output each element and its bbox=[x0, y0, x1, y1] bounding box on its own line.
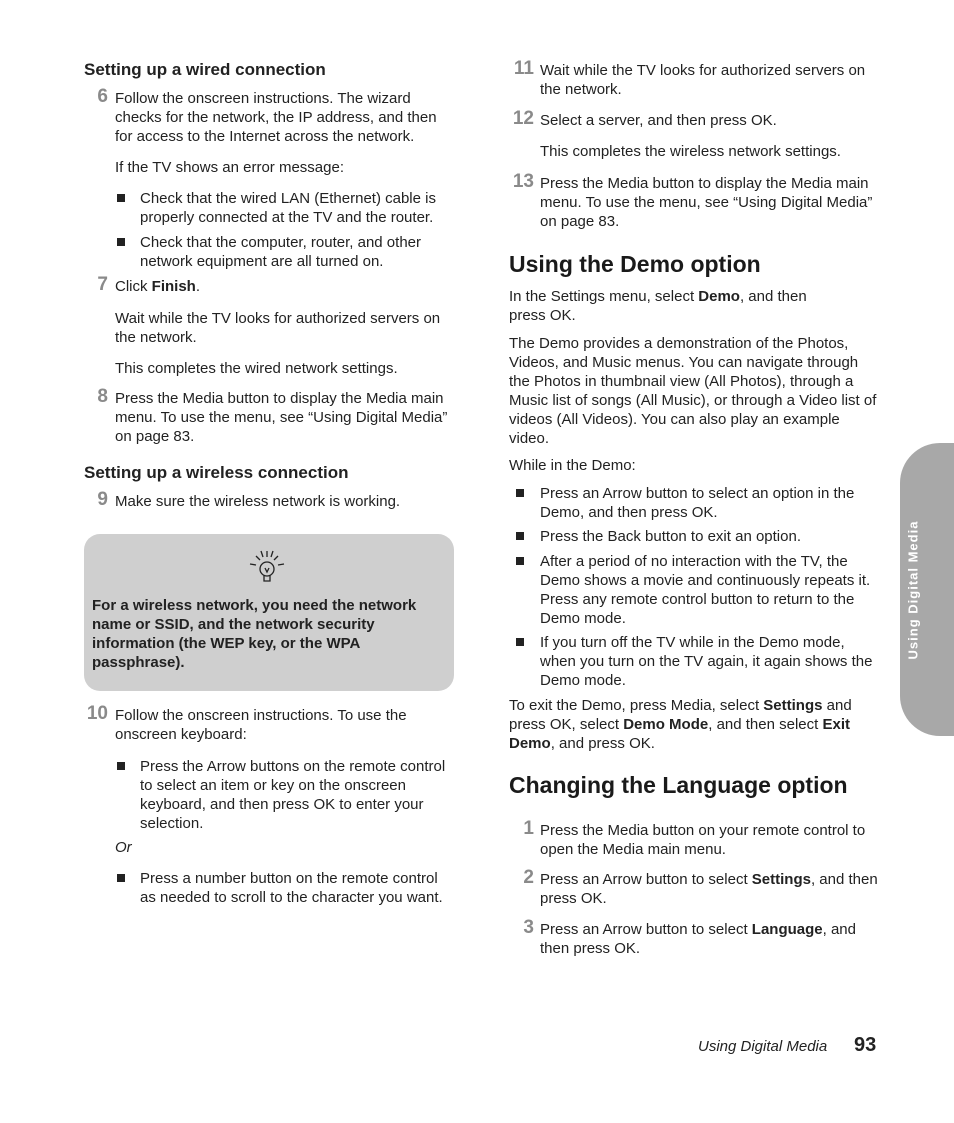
demo-bullet-4: If you turn off the TV while in the Demo mode, when you turn on the TV again, it again shows the Demo mode. bbox=[540, 634, 873, 689]
step-8-number: 8 bbox=[97, 386, 108, 407]
lang-step-2-text: Press an Arrow button to select Settings, and then press OK. bbox=[540, 871, 878, 907]
step-9-text: Make sure the wireless network is working. bbox=[115, 493, 401, 510]
step-13-text: Press the Media button to display the Media main menu. To use the menu, see “Using Digital Media” on page 83. bbox=[540, 175, 873, 230]
step-9-number: 9 bbox=[97, 489, 108, 510]
lightbulb-icon bbox=[248, 548, 288, 588]
error-intro: If the TV shows an error message: bbox=[115, 159, 344, 176]
lang-step-2-number: 2 bbox=[523, 867, 534, 888]
bullet-marker bbox=[516, 557, 524, 565]
bullet-marker bbox=[516, 489, 524, 497]
demo-intro: In the Settings menu, select Demo, and then press OK. bbox=[509, 288, 807, 324]
bullet-marker bbox=[516, 638, 524, 646]
footer-section: Using Digital Media bbox=[698, 1038, 828, 1055]
step-11-number: 11 bbox=[513, 58, 534, 79]
or-text: Or bbox=[115, 839, 132, 856]
demo-exit-text: To exit the Demo, press Media, select Settings and press OK, select Demo Mode, and then select Exit Demo, and press OK. bbox=[509, 697, 852, 752]
language-heading: Changing the Language option bbox=[509, 772, 848, 798]
step-7-number: 7 bbox=[97, 274, 108, 295]
bullet-marker bbox=[516, 532, 524, 540]
page-number: 93 bbox=[854, 1034, 877, 1056]
error-bullet-2: Check that the computer, router, and other network equipment are all turned on. bbox=[140, 234, 422, 270]
lang-step-1-text: Press the Media button on your remote control to open the Media main menu. bbox=[540, 822, 866, 858]
step-7-complete: This completes the wired network settings. bbox=[115, 360, 398, 377]
bullet-marker bbox=[117, 874, 125, 882]
bullet-marker bbox=[117, 762, 125, 770]
section-tab-label: Using Digital Media bbox=[905, 520, 921, 660]
step-10-number: 10 bbox=[86, 703, 108, 724]
demo-bullet-1: Press an Arrow button to select an option in the Demo, and then press OK. bbox=[540, 485, 855, 521]
bullet-marker bbox=[117, 238, 125, 246]
demo-while: While in the Demo: bbox=[509, 457, 636, 474]
demo-heading: Using the Demo option bbox=[509, 251, 761, 277]
wireless-heading: Setting up a wireless connection bbox=[84, 463, 349, 482]
keyboard-bullet-1: Press the Arrow buttons on the remote control to select an item or key on the onscreen keyboard, and then press OK to enter your selection. bbox=[140, 758, 446, 832]
step-6-text: Follow the onscreen instructions. The wizard checks for the network, the IP address, and then for access to the Internet across the network. bbox=[115, 90, 437, 145]
error-bullet-1: Check that the wired LAN (Ethernet) cable is properly connected at the TV and the router. bbox=[140, 190, 436, 226]
step-12-complete: This completes the wireless network settings. bbox=[540, 143, 841, 160]
step-13-number: 13 bbox=[512, 171, 534, 192]
demo-bullet-3: After a period of no interaction with the TV, the Demo shows a movie and continuously repeats it. Press any remote control button to return to the Demo mode. bbox=[540, 553, 871, 627]
step-8-text: Press the Media button to display the Media main menu. To use the menu, see “Using Digital Media” on page 83. bbox=[115, 390, 448, 445]
tip-box bbox=[84, 534, 454, 691]
step-6-number: 6 bbox=[97, 86, 108, 107]
lang-step-3-text: Press an Arrow button to select Language, and then press OK. bbox=[540, 921, 856, 957]
lang-step-3-number: 3 bbox=[523, 917, 534, 938]
step-11-text: Wait while the TV looks for authorized servers on the network. bbox=[540, 62, 866, 98]
step-12-number: 12 bbox=[512, 108, 534, 129]
tip-text: For a wireless network, you need the network name or SSID, and the network security information (the WEP key, or the WPA passphrase). bbox=[92, 597, 417, 671]
step-10-text: Follow the onscreen instructions. To use the onscreen keyboard: bbox=[115, 707, 407, 743]
wired-heading: Setting up a wired connection bbox=[84, 60, 326, 79]
step-7-wait: Wait while the TV looks for authorized servers on the network. bbox=[115, 310, 441, 346]
lang-step-1-number: 1 bbox=[523, 818, 534, 839]
demo-bullet-2: Press the Back button to exit an option. bbox=[540, 528, 801, 545]
keyboard-bullet-2: Press a number button on the remote control as needed to scroll to the character you want. bbox=[140, 870, 443, 906]
step-7-text: Click Finish. bbox=[115, 278, 201, 295]
step-12-text: Select a server, and then press OK. bbox=[540, 112, 777, 129]
demo-description: The Demo provides a demonstration of the Photos, Videos, and Music menus. You can navigate through the Photos in thumbnail view (All Photos), through a Music list of songs (All Music), or through a Video list of videos (All Videos). You can also play an example video. bbox=[509, 335, 877, 447]
bullet-marker bbox=[117, 194, 125, 202]
